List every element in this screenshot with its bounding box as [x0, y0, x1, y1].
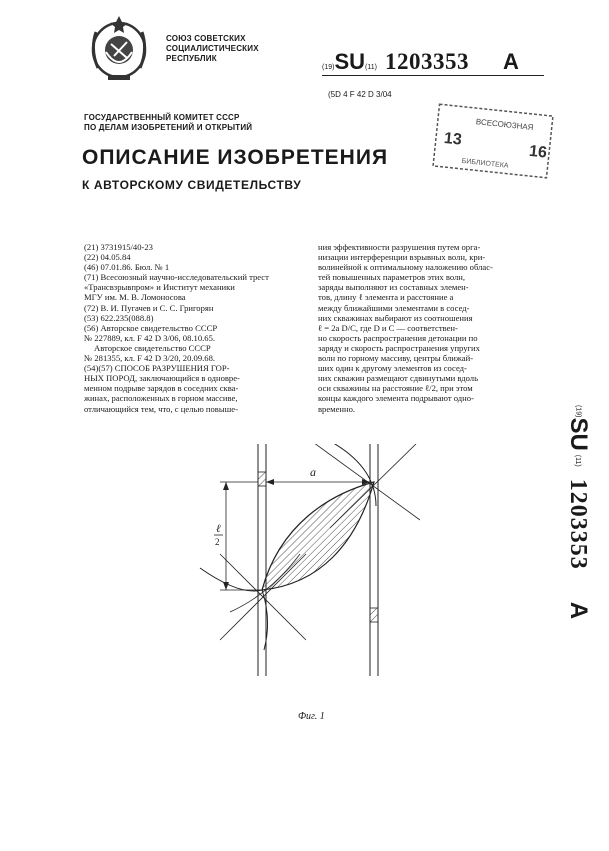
svg-text:ВСЕСОЮЗНАЯ: ВСЕСОЮЗНАЯ	[475, 117, 534, 133]
ussr-emblem-icon	[84, 12, 154, 84]
svg-text:2: 2	[215, 537, 220, 547]
figure-caption: Фиг. 1	[298, 711, 325, 722]
org-name: СОЮЗ СОВЕТСКИХ СОЦИАЛИСТИЧЕСКИХ РЕСПУБЛИК	[166, 34, 259, 63]
kind-code: A	[502, 49, 519, 74]
committee: ГОСУДАРСТВЕННЫЙ КОМИТЕТ СССР ПО ДЕЛАМ ИЗОБРЕТЕНИЙ И ОТКРЫТИЙ	[84, 113, 253, 132]
interference-zone	[262, 482, 374, 590]
charge-element	[370, 608, 378, 622]
bibliographic-data: (21) 3731915/40-23 (22) 04.05.84 (46) 07.01.86. Бюл. № 1 (71) Всесоюзный научно-исследовательский трест «Трансвзрывпром» и Институт механики МГУ им. М. В. Ломоносова (72) В. И. Пугачев и С. С. Григорян (53) 622.235(088.8) (56) Авторское свидетельство СССР № 227889, кл. F 42 D 3/06, 08.10.65. Авторское свидетельство СССР № 281355, кл. F 42 D 3/20, 20.09.68. (54)(57) СПОСОБ РАЗРУШЕНИЯ ГОР- НЫХ ПОРОД, заключающийся в одновре- менном подрыве зарядов в соседних сква- жинах, расположенных в горном массиве, отличающийся тем, что, с целью повыше-	[84, 242, 269, 414]
header-rule	[322, 75, 544, 76]
vertical-patent-id: (19)SU(11) 1203353 A	[565, 405, 592, 620]
abstract-text: ния эффективности разрушения путем орга- низации интерференции взрывных волн, кри- волинейной к оптимальному наложению облас- тей повышенных параметров этих волн, заряды выполняют из составных элемен- тов, длину ℓ элемента и расстояние a между ближайшими элементами в сосед- них скважинах выбирают из соотношения ℓ = 2a D/C, где D и C — соответствен- но скорость распространения детонации по заряду и скорость распространения упругих волн по горному массиву, центры ближай- ших один к другому элементов из сосед- них скважин размещают сдвинутыми вдоль оси скважины на расстояние ℓ/2, при этом концы каждого элемента подрывают одно- временно.	[318, 242, 493, 414]
library-stamp	[431, 102, 555, 180]
document-title: ОПИСАНИЕ ИЗОБРЕТЕНИЯ	[82, 146, 389, 169]
country-code: SU	[334, 49, 366, 74]
borehole-right	[370, 444, 378, 676]
charge-element	[258, 472, 266, 486]
document-subtitle: К АВТОРСКОМУ СВИДЕТЕЛЬСТВУ	[82, 178, 302, 192]
patent-number: 1203353	[384, 49, 469, 74]
label-l: ℓ	[216, 523, 221, 535]
svg-text:БИБЛИОТЕКА: БИБЛИОТЕКА	[461, 157, 509, 170]
classification: (5D 4 F 42 D 3/04	[328, 90, 392, 99]
svg-text:16: 16	[528, 142, 548, 162]
figure-1	[180, 444, 420, 704]
svg-text:13: 13	[443, 129, 463, 149]
patent-header: (19)SU(11) 1203353 A	[322, 49, 519, 74]
label-a: a	[310, 465, 316, 479]
